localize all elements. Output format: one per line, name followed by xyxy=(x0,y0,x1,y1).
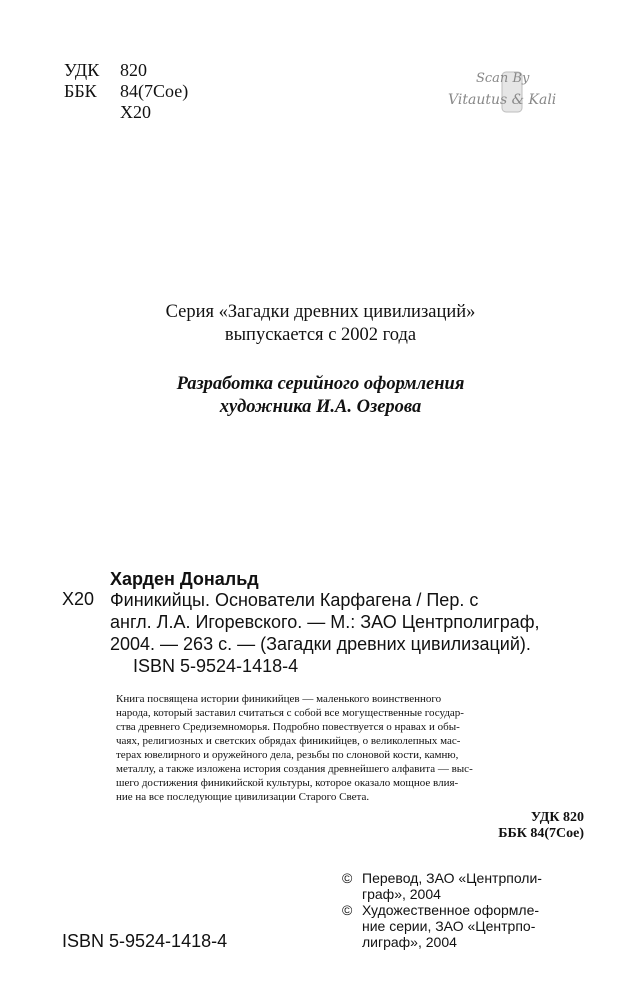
classification-bottom xyxy=(400,810,584,842)
annotation-line: терах ювелирного и оружейного дела, резьбы по слоновой кости, камню, xyxy=(116,749,459,761)
entry-line-3: 2004. — 263 с. — (Загадки древних цивилизаций). xyxy=(110,634,531,654)
bbk-value: 84(7Сое) xyxy=(120,81,189,101)
copyright-1-line-2: граф», 2004 xyxy=(362,886,441,902)
annotation-line: народа, который заставил считаться с собой все могущественные государ- xyxy=(116,707,464,719)
annotation-line: ние на все последующие цивилизации Старого Света. xyxy=(116,791,370,803)
copyright-2-line-2: ние серии, ЗАО «Центрпо- xyxy=(362,918,536,934)
author-mark-row xyxy=(64,102,188,123)
copyright-icon: © xyxy=(342,870,353,886)
scan-stamp-logo xyxy=(446,60,576,122)
series-line-1: Серия «Загадки древних цивилизаций» xyxy=(165,302,476,322)
copyright-2-line-1: Художественное оформле- xyxy=(362,902,540,918)
scan-stamp-graphic xyxy=(446,60,576,122)
isbn-bottom: ISBN 5-9524-1418-4 xyxy=(62,931,228,951)
bbk-row xyxy=(64,81,188,102)
design-line-1: Разработка серийного оформления xyxy=(176,374,465,394)
annotation-line: металлу, а также изложена история создания древнейшего алфавита — выс- xyxy=(116,763,473,775)
udk-label: УДК xyxy=(64,60,100,80)
annotation-line: ства древнего Средиземноморья. Подробно повествуется о нравах и обы- xyxy=(116,721,460,733)
design-credit xyxy=(0,373,641,419)
udk-bottom: УДК 820 xyxy=(530,810,584,825)
entry-author: Харден Дональд xyxy=(110,569,259,589)
stamp-line2: Vitautus & Kali xyxy=(448,92,557,108)
design-line-2: художника И.А. Озерова xyxy=(219,397,422,417)
entry-isbn: ISBN 5-9524-1418-4 xyxy=(133,656,299,676)
entry-code: Х20 xyxy=(62,589,95,609)
copyright-1-line-1: Перевод, ЗАО «Центрполи- xyxy=(362,870,542,886)
bbk-label: ББК xyxy=(64,81,97,101)
entry-line-2: англ. Л.А. Игоревского. — М.: ЗАО Центрполиграф, xyxy=(110,612,540,632)
author-mark: Х20 xyxy=(120,102,151,122)
series-line-2: выпускается с 2002 года xyxy=(224,325,417,345)
udk-row xyxy=(64,60,188,81)
copyright-icon: © xyxy=(342,902,353,918)
classification-block xyxy=(64,60,188,123)
bbk-bottom: ББК 84(7Сое) xyxy=(498,826,584,841)
stamp-line1: Scan By xyxy=(476,71,530,86)
annotation-line: Книга посвящена истории финикийцев — маленького воинственного xyxy=(116,693,442,705)
copyright-translation xyxy=(342,870,587,902)
annotation-line: шего достижения финикийской культуры, которое оказало мощное влия- xyxy=(116,777,459,789)
copyright-2-line-3: лиграф», 2004 xyxy=(362,934,457,950)
series-note xyxy=(0,301,641,347)
entry-description xyxy=(110,589,595,655)
annotation-paragraph xyxy=(116,692,586,804)
udk-value: 820 xyxy=(120,60,147,80)
copyright-block xyxy=(342,870,587,950)
copyright-design xyxy=(342,902,587,950)
annotation-line: чаях, религиозных и светских обрядах финикийцев, о великолепных мас- xyxy=(116,735,461,747)
entry-line-1: Финикийцы. Основатели Карфагена / Пер. с xyxy=(110,590,479,610)
